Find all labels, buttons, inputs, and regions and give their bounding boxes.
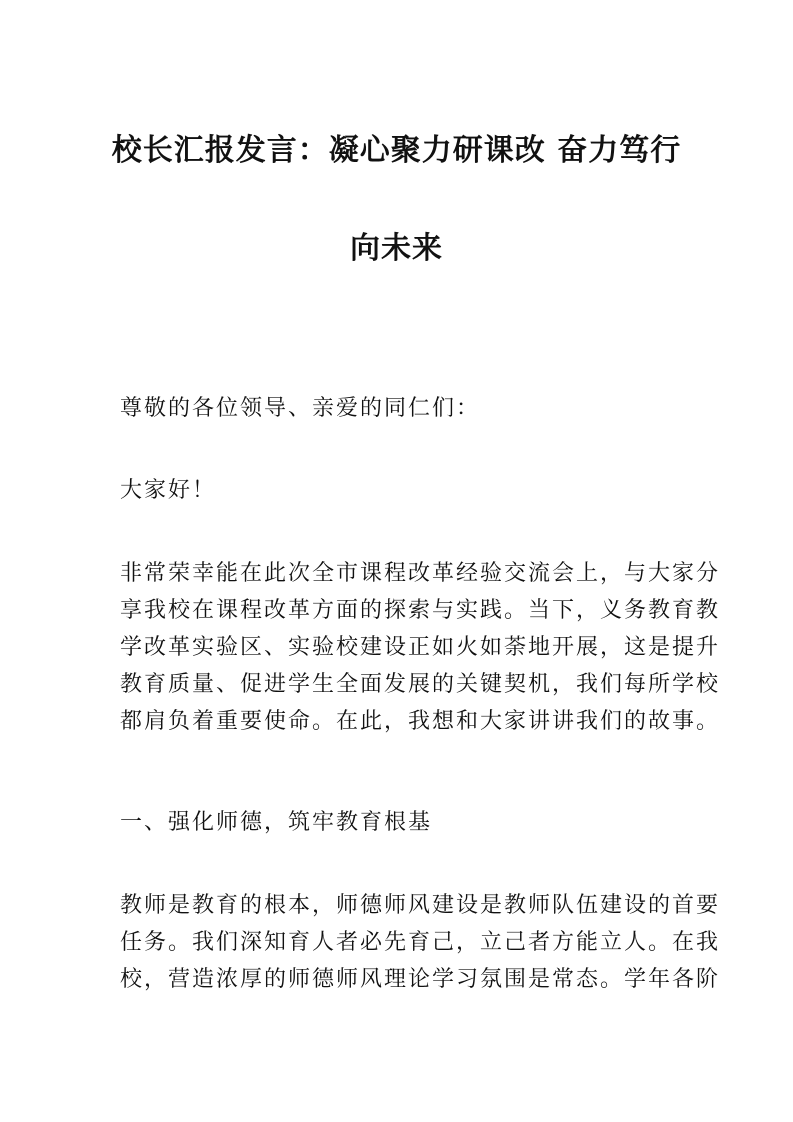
title-line-2: 向未来	[350, 231, 443, 266]
paragraph-line: 教育质量、促进学生全面发展的关键契机，我们每所学校	[120, 672, 721, 697]
paragraph-line: 非常荣幸能在此次全市课程改革经验交流会上，与大家分	[120, 561, 721, 586]
salutation: 尊敬的各位领导、亲爱的同仁们：	[120, 396, 481, 421]
paragraph-line: 校，营造浓厚的师德师风理论学习氛围是常态。学年各阶	[120, 967, 721, 992]
greeting: 大家好！	[120, 478, 217, 503]
section-heading: 一、强化师德，筑牢教育根基	[120, 810, 433, 835]
paragraph-line: 都肩负着重要使命。在此，我想和大家讲讲我们的故事。	[120, 709, 721, 734]
paragraph-line: 任务。我们深知育人者必先育己，立己者方能立人。在我	[120, 930, 721, 955]
paragraph-line: 教师是教育的根本，师德师风建设是教师队伍建设的首要	[120, 893, 721, 918]
paragraph-line: 学改革实验区、实验校建设正如火如荼地开展，这是提升	[120, 635, 721, 660]
title-line-1: 校长汇报发言：凝心聚力研课改 奋力笃行	[111, 133, 682, 168]
paragraph-line: 享我校在课程改革方面的探索与实践。当下，义务教育教	[120, 598, 721, 623]
